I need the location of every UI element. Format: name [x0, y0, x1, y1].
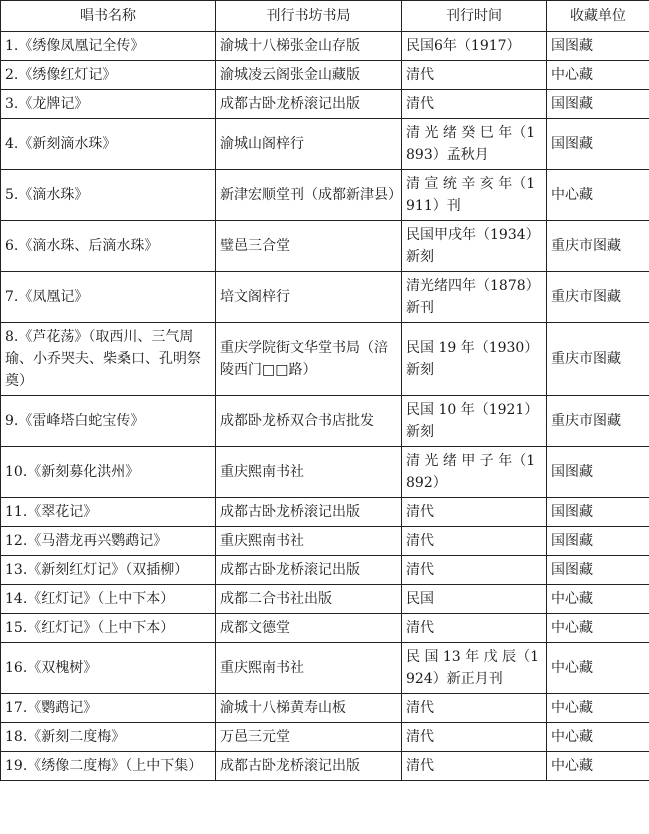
- cell-date: 民国 10 年（1921）新刻: [402, 396, 547, 447]
- cell-title: 2.《绣像红灯记》: [1, 61, 216, 90]
- header-date: 刊行时间: [402, 1, 547, 32]
- cell-collection: 国图藏: [547, 32, 649, 61]
- cell-publisher: 培文阁梓行: [216, 272, 402, 323]
- cell-collection: 重庆市图藏: [547, 272, 649, 323]
- cell-date: 清代: [402, 556, 547, 585]
- cell-collection: 中心藏: [547, 694, 649, 723]
- cell-collection: 国图藏: [547, 447, 649, 498]
- table-header: [1, 1, 649, 32]
- cell-date: 民国6年（1917）: [402, 32, 547, 61]
- header-title: 唱书名称: [1, 1, 216, 32]
- table-row: [1, 498, 649, 527]
- cell-collection: 中心藏: [547, 585, 649, 614]
- cell-date: 清代: [402, 614, 547, 643]
- table-row: [1, 752, 649, 781]
- cell-collection: 国图藏: [547, 556, 649, 585]
- cell-collection: 国图藏: [547, 527, 649, 556]
- cell-title: 12.《马潜龙再兴鹦鹉记》: [1, 527, 216, 556]
- cell-publisher: 成都古卧龙桥滚记出版: [216, 498, 402, 527]
- cell-title: 5.《滴水珠》: [1, 170, 216, 221]
- cell-title: 14.《红灯记》（上中下本）: [1, 585, 216, 614]
- cell-title: 11.《翠花记》: [1, 498, 216, 527]
- header-row: [1, 1, 649, 32]
- cell-title: 1.《绣像凤凰记全传》: [1, 32, 216, 61]
- cell-collection: 国图藏: [547, 90, 649, 119]
- cell-title: 19.《绣像二度梅》（上中下集）: [1, 752, 216, 781]
- cell-collection: 中心藏: [547, 61, 649, 90]
- cell-publisher: 成都古卧龙桥滚记出版: [216, 90, 402, 119]
- cell-publisher: 成都古卧龙桥滚记出版: [216, 752, 402, 781]
- table-row: [1, 556, 649, 585]
- table-row: [1, 323, 649, 396]
- cell-date: 民国 19 年（1930）新刻: [402, 323, 547, 396]
- table-row: [1, 170, 649, 221]
- cell-collection: 中心藏: [547, 643, 649, 694]
- cell-collection: 重庆市图藏: [547, 396, 649, 447]
- cell-collection: 重庆市图藏: [547, 323, 649, 396]
- table-body: [1, 32, 649, 781]
- cell-title: 9.《雷峰塔白蛇宝传》: [1, 396, 216, 447]
- cell-publisher: 成都卧龙桥双合书店批发: [216, 396, 402, 447]
- cell-publisher: 成都文德堂: [216, 614, 402, 643]
- cell-collection: 中心藏: [547, 723, 649, 752]
- table-row: [1, 61, 649, 90]
- table-row: [1, 119, 649, 170]
- cell-date: 清光绪四年（1878）新刊: [402, 272, 547, 323]
- header-publisher: 刊行书坊书局: [216, 1, 402, 32]
- cell-title: 15.《红灯记》（上中下本）: [1, 614, 216, 643]
- table-row: [1, 447, 649, 498]
- cell-date: 清代: [402, 90, 547, 119]
- cell-title: 16.《双槐树》: [1, 643, 216, 694]
- cell-collection: 重庆市图藏: [547, 221, 649, 272]
- cell-title: 13.《新刻红灯记》（双插柳）: [1, 556, 216, 585]
- cell-collection: 中心藏: [547, 170, 649, 221]
- cell-title: 4.《新刻滴水珠》: [1, 119, 216, 170]
- cell-publisher: 渝城山阁梓行: [216, 119, 402, 170]
- cell-collection: 中心藏: [547, 614, 649, 643]
- cell-date: 民国甲戌年（1934）新刻: [402, 221, 547, 272]
- cell-date: 清代: [402, 61, 547, 90]
- cell-publisher: 重庆熙南书社: [216, 643, 402, 694]
- cell-title: 7.《凤凰记》: [1, 272, 216, 323]
- cell-collection: 中心藏: [547, 752, 649, 781]
- cell-publisher: 渝城十八梯黄寿山板: [216, 694, 402, 723]
- cell-collection: 国图藏: [547, 119, 649, 170]
- cell-title: 17.《鹦鹉记》: [1, 694, 216, 723]
- table-row: [1, 723, 649, 752]
- cell-title: 3.《龙牌记》: [1, 90, 216, 119]
- cell-publisher: 重庆熙南书社: [216, 447, 402, 498]
- cell-date: 民 国 13 年 戊 辰（1924）新正月刊: [402, 643, 547, 694]
- table-row: [1, 90, 649, 119]
- header-collection: 收藏单位: [547, 1, 649, 32]
- cell-collection: 国图藏: [547, 498, 649, 527]
- cell-date: 民国: [402, 585, 547, 614]
- table-row: [1, 585, 649, 614]
- cell-date: 清代: [402, 752, 547, 781]
- cell-date: 清 宣 统 辛 亥 年（1911）刊: [402, 170, 547, 221]
- cell-date: 清代: [402, 694, 547, 723]
- cell-publisher: 新津宏顺堂刊（成都新津县）: [216, 170, 402, 221]
- table-row: [1, 527, 649, 556]
- table-row: [1, 694, 649, 723]
- cell-publisher: 重庆学院街文华堂书局（涪陵西门□□路）: [216, 323, 402, 396]
- cell-publisher: 成都二合书社出版: [216, 585, 402, 614]
- table-row: [1, 643, 649, 694]
- cell-publisher: 万邑三元堂: [216, 723, 402, 752]
- table-row: [1, 221, 649, 272]
- cell-title: 8.《芦花荡》（取西川、三气周瑜、小乔哭夫、柴桑口、孔明祭奠）: [1, 323, 216, 396]
- cell-title: 6.《滴水珠、后滴水珠》: [1, 221, 216, 272]
- table-row: [1, 614, 649, 643]
- cell-date: 清 光 绪 癸 巳 年（1893）孟秋月: [402, 119, 547, 170]
- cell-publisher: 成都古卧龙桥滚记出版: [216, 556, 402, 585]
- table-row: [1, 396, 649, 447]
- cell-publisher: 渝城凌云阁张金山藏版: [216, 61, 402, 90]
- table-row: [1, 272, 649, 323]
- cell-title: 18.《新刻二度梅》: [1, 723, 216, 752]
- cell-date: 清代: [402, 527, 547, 556]
- cell-date: 清 光 绪 甲 子 年（1892）: [402, 447, 547, 498]
- cell-date: 清代: [402, 498, 547, 527]
- cell-title: 10.《新刻募化洪州》: [1, 447, 216, 498]
- cell-publisher: 璧邑三合堂: [216, 221, 402, 272]
- table-row: [1, 32, 649, 61]
- cell-date: 清代: [402, 723, 547, 752]
- cell-publisher: 重庆熙南书社: [216, 527, 402, 556]
- cell-publisher: 渝城十八梯张金山存版: [216, 32, 402, 61]
